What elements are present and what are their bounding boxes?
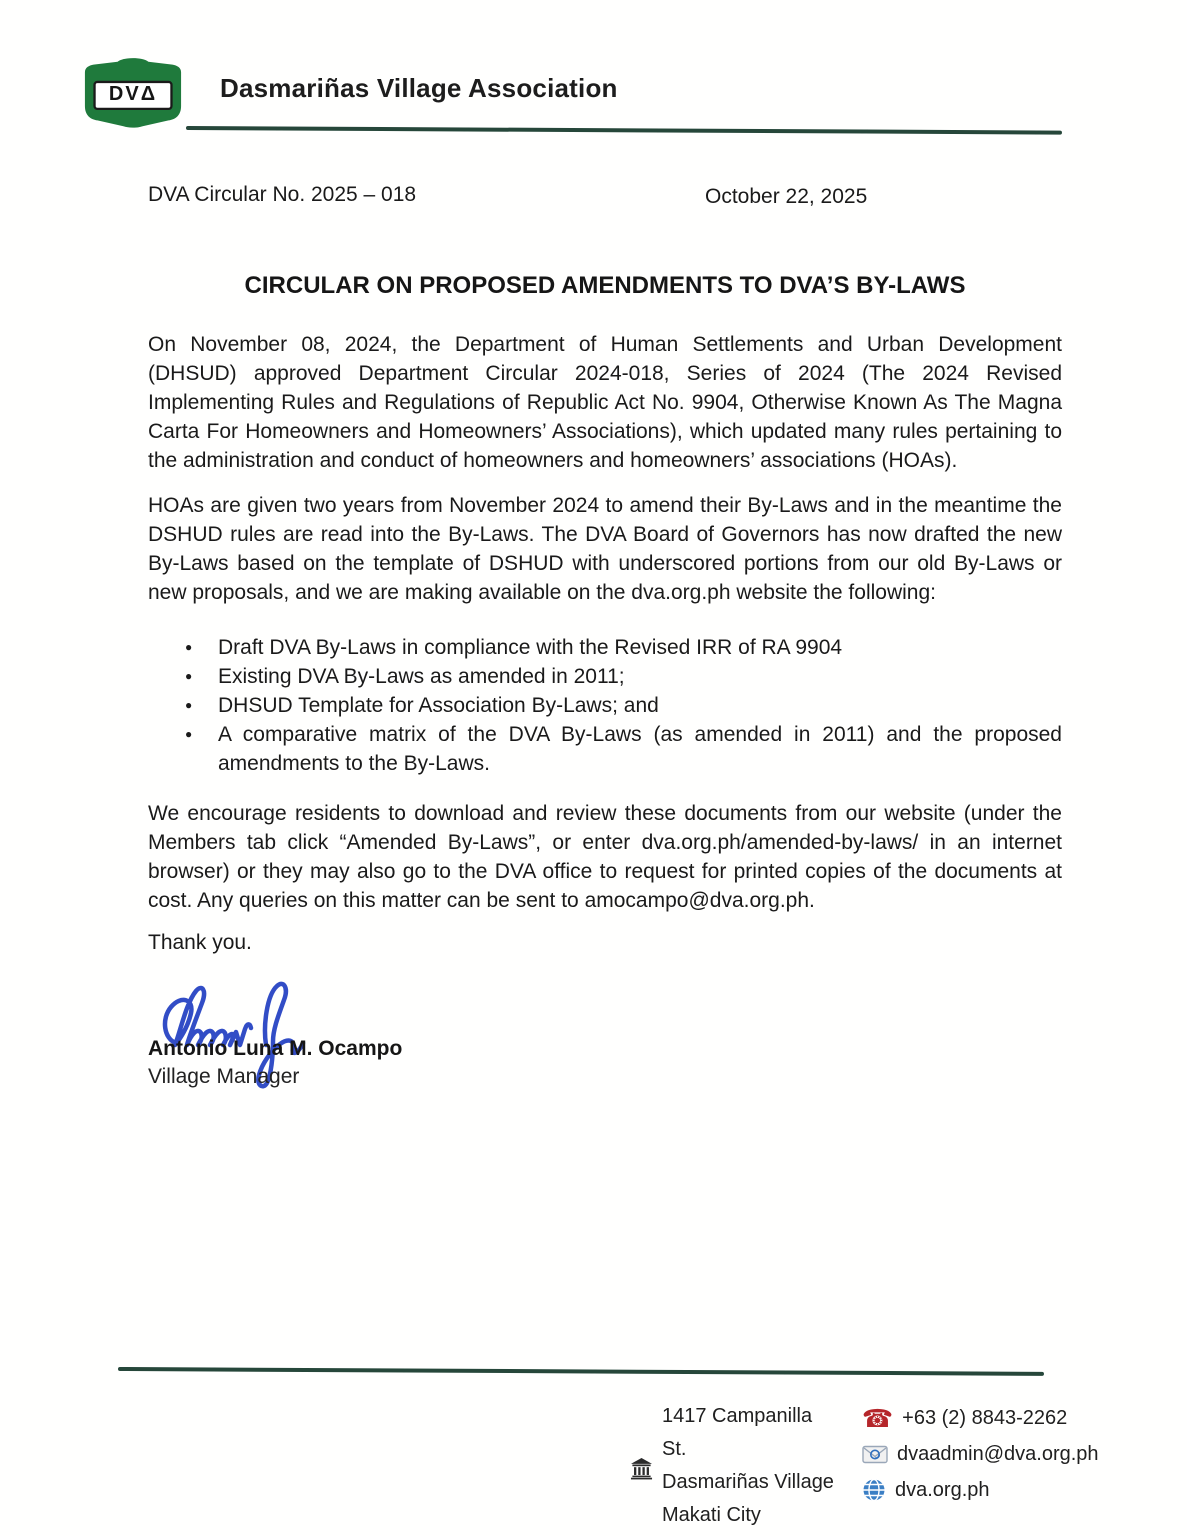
globe-icon (862, 1478, 886, 1502)
circular-number: DVA Circular No. 2025 – 018 (148, 183, 417, 206)
list-item-text: Draft DVA By-Laws in compliance with the Revised IRR of RA 9904 (218, 636, 843, 659)
list-item (218, 720, 1062, 778)
paragraph-bylaws-drafting: HOAs are given two years from November 2024 to amend their By-Laws and in the meantime the DSHUD rules are read into the By-Laws. The DVA Board of Governors has now drafted the new By-Laws based on the template of DSHUD with underscored portions from our old By-Laws or new proposals, and we are making available on the dva.org.ph website the following: (148, 494, 1062, 604)
header-divider (186, 126, 1062, 135)
footer-divider (118, 1367, 1044, 1376)
signer-name: Antonio Luna M. Ocampo (148, 1037, 403, 1060)
list-item-text: A comparative matrix of the DVA By-Laws (as amended in 2011) and the proposed amendments to the By-Laws. (218, 723, 1062, 775)
signature-block (148, 977, 1062, 1122)
address-line: Makati City (662, 1504, 761, 1526)
address-block (630, 1400, 836, 1532)
email-address: dvaadmin@dva.org.ph (897, 1442, 1099, 1465)
email-row (862, 1436, 1099, 1472)
letter-body (148, 180, 1062, 1122)
document-date: October 22, 2025 (705, 185, 868, 208)
meta-row (148, 180, 1062, 206)
envelope-icon (862, 1445, 888, 1464)
address-lines (662, 1400, 836, 1532)
list-item-text: DHSUD Template for Association By-Laws; and (218, 694, 659, 717)
address-line: 1417 Campanilla St. (662, 1405, 813, 1460)
website-row (862, 1472, 1099, 1508)
footer (630, 1400, 1099, 1532)
list-item-text: Existing DVA By-Laws as amended in 2011; (218, 665, 625, 688)
list-item (218, 662, 1062, 691)
signer-role: Village Manager (148, 1065, 300, 1088)
phone-number: +63 (2) 8843-2262 (902, 1406, 1068, 1429)
dva-logo (75, 56, 191, 131)
logo-text: DVΔ (108, 83, 158, 105)
org-name: Dasmariñas Village Association (220, 73, 618, 103)
building-icon (630, 1405, 653, 1532)
list-item (218, 633, 1062, 662)
paragraph-download-instructions: We encourage residents to download and review these documents from our website (under the Members tab click “Amended By-Laws”, or enter dva.org.ph/amended-by-laws/ in an internet browser) or they may also go to the DVA office to request for printed copies of the documents at cost. Any queries on this matter can be sent to amocampo@dva.org.ph. (148, 802, 1062, 912)
address-line: Dasmariñas Village (662, 1471, 834, 1493)
documents-list (148, 633, 1062, 778)
list-item (218, 691, 1062, 720)
closing-line: Thank you. (148, 931, 252, 954)
phone-icon: ☎ (862, 1403, 894, 1433)
website-url: dva.org.ph (895, 1478, 990, 1501)
paragraph-dhsud-approval: On November 08, 2024, the Department of Human Settlements and Urban Development (DHSUD) approved Department Circular 2024-018, Series of 2024 (The 2024 Revised Implementing Rules and Regulations of Republic Act No. 9904, Otherwise Known As The Magna Carta For Homeowners and Homeowners’ Associations), which updated many rules pertaining to the administration and conduct of homeowners and homeowners’ associations (HOAs). (148, 333, 1062, 472)
document-title: CIRCULAR ON PROPOSED AMENDMENTS TO DVA’S BY-LAWS (244, 272, 966, 299)
phone-row (862, 1400, 1099, 1436)
contact-block (862, 1400, 1099, 1532)
